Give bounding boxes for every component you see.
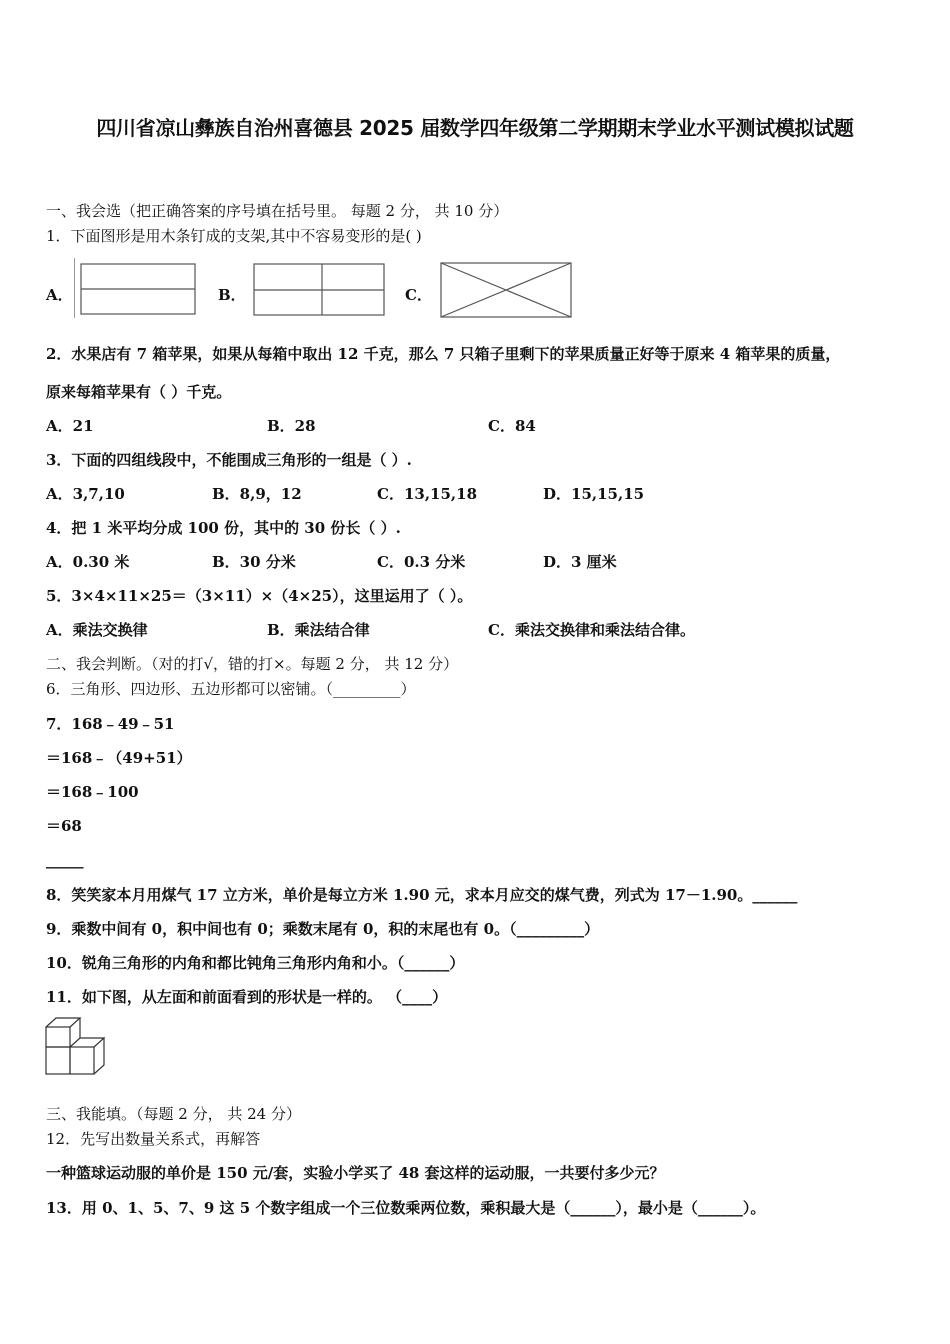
question-13: 13．用 0、1、5、7、9 这 5 个数字组成一个三位数乘两位数，乘积最大是（______），最小是（______）。	[46, 1199, 766, 1217]
q1-figure-b	[253, 263, 387, 319]
q5-option-a[interactable]: A．乘法交换律	[46, 621, 148, 639]
question-12-body: 一种篮球运动服的单价是 150 元/套，实验小学买了 48 套这样的运动服，一共要付多少元？	[46, 1164, 665, 1182]
question-6: 6．三角形、四边形、五边形都可以密铺。（_________）	[46, 680, 416, 698]
question-7-answer-blank[interactable]: _____	[46, 851, 84, 869]
question-9: 9．乘数中间有 0，积中间也有 0；乘数末尾有 0，积的末尾也有 0。（_________）	[46, 920, 600, 938]
q4-option-a[interactable]: A．0.30 米	[46, 553, 130, 571]
q1-figure-a	[74, 258, 198, 320]
q5-option-b[interactable]: B．乘法结合律	[267, 621, 370, 639]
question-10: 10．锐角三角形的内角和都比钝角三角形内角和小。（______）	[46, 954, 465, 972]
q4-option-d[interactable]: D．3 厘米	[543, 553, 617, 571]
question-7-line1: 7．168﹣49﹣51	[46, 715, 175, 733]
q4-option-b[interactable]: B．30 分米	[212, 553, 296, 571]
question-5: 5．3×4×11×25＝（3×11）×（4×25），这里运用了（ ）。	[46, 587, 473, 605]
question-3: 3．下面的四组线段中，不能围成三角形的一组是（ ）.	[46, 451, 412, 469]
q3-option-a[interactable]: A．3,7,10	[46, 485, 125, 503]
q1-option-b[interactable]: B．	[218, 286, 246, 304]
section2-heading: 二、我会判断。（对的打√，错的打×。每题 2 分， 共 12 分）	[46, 655, 459, 673]
question-1: 1．下面图形是用木条钉成的支架,其中不容易变形的是( )	[46, 227, 422, 245]
q2-option-c[interactable]: C．84	[488, 417, 536, 435]
q2-option-a[interactable]: A．21	[46, 417, 94, 435]
q1-option-c[interactable]: C．	[405, 286, 432, 304]
q1-figure-c	[440, 262, 574, 320]
q2-option-b[interactable]: B．28	[267, 417, 316, 435]
q1-option-a[interactable]: A．	[46, 286, 73, 304]
question-12: 12．先写出数量关系式，再解答	[46, 1130, 261, 1148]
question-7-line2: ＝168﹣（49+51）	[46, 749, 192, 767]
q5-option-c[interactable]: C．乘法交换律和乘法结合律。	[488, 621, 695, 639]
page-title: 四川省凉山彝族自治州喜德县 2025 届数学四年级第二学期期末学业水平测试模拟试题	[96, 116, 854, 140]
q3-option-d[interactable]: D．15,15,15	[543, 485, 645, 503]
section1-heading: 一、我会选（把正确答案的序号填在括号里。 每题 2 分， 共 10 分）	[46, 202, 509, 220]
question-4: 4．把 1 米平均分成 100 份，其中的 30 份长（ ）.	[46, 519, 401, 537]
q3-option-c[interactable]: C．13,15,18	[377, 485, 478, 503]
question-8: 8．笑笑家本月用煤气 17 立方米，单价是每立方米 1.90 元，求本月应交的煤气费，列式为 17－1.90。______	[46, 886, 798, 904]
q11-cube-figure	[44, 1017, 106, 1077]
question-2-line2: 原来每箱苹果有（ ）千克。	[46, 383, 232, 401]
question-7-line4: ＝68	[46, 817, 82, 835]
question-11: 11．如下图，从左面和前面看到的形状是一样的。 （____）	[46, 988, 448, 1006]
q3-option-b[interactable]: B．8,9，12	[212, 485, 302, 503]
question-2-line1: 2．水果店有 7 箱苹果，如果从每箱中取出 12 千克，那么 7 只箱子里剩下的苹果质量正好等于原来 4 箱苹果的质量，	[46, 345, 841, 363]
q4-option-c[interactable]: C．0.3 分米	[377, 553, 466, 571]
question-7-line3: ＝168﹣100	[46, 783, 139, 801]
section3-heading: 三、我能填。（每题 2 分， 共 24 分）	[46, 1105, 301, 1123]
